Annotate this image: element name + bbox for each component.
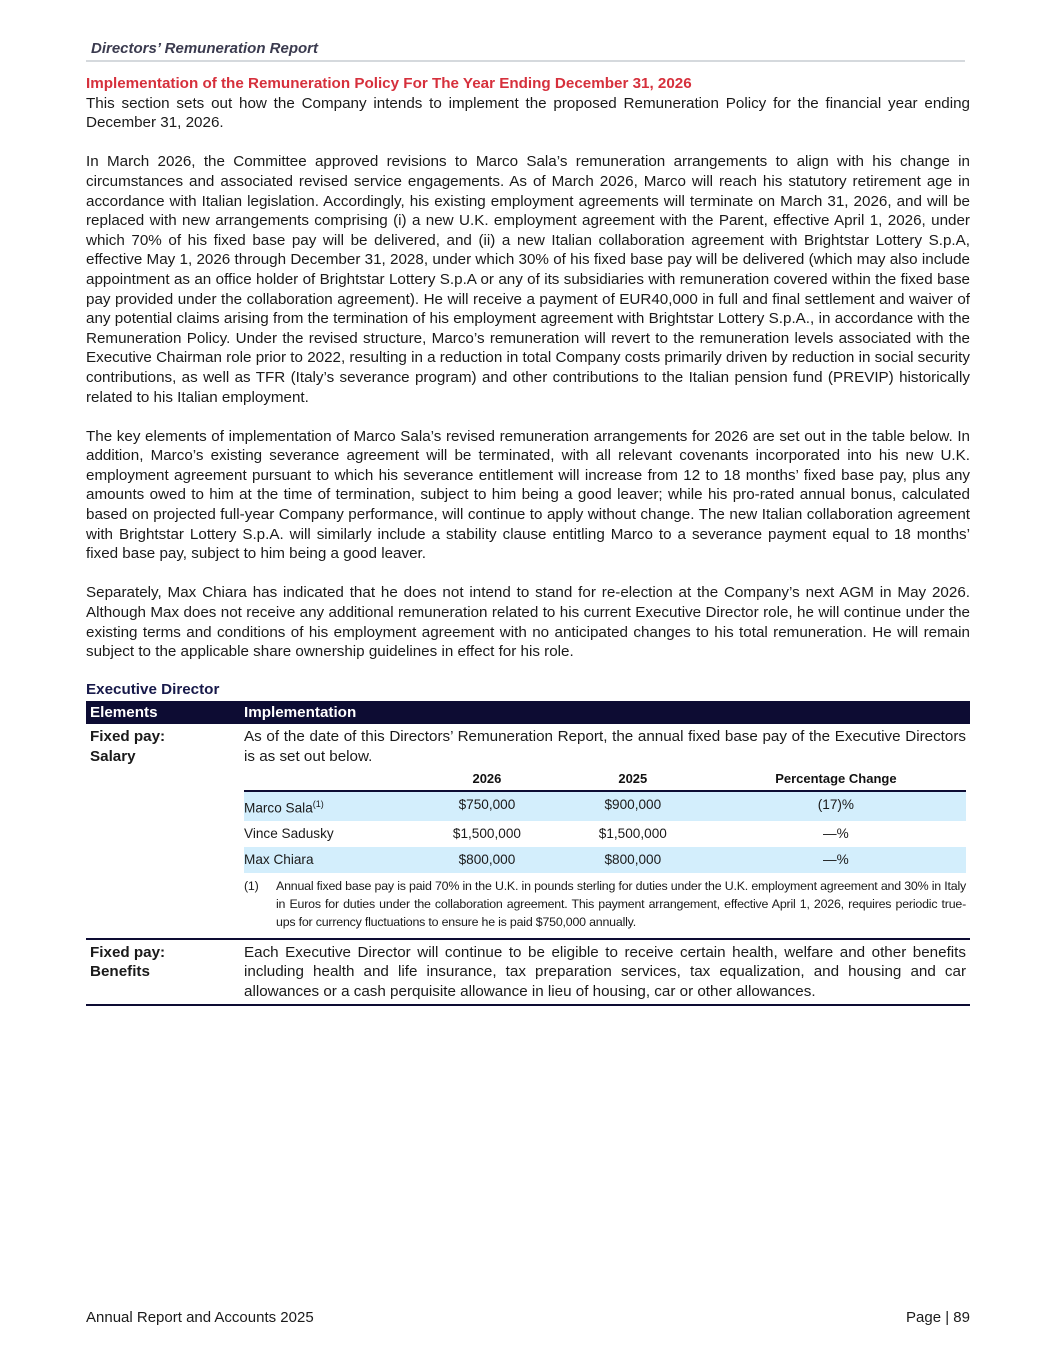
salary-col-2025: 2025 (560, 767, 706, 792)
footer-report-name: Annual Report and Accounts 2025 (86, 1309, 314, 1326)
director-name (244, 821, 414, 847)
element-label-line1: Fixed pay: (90, 728, 166, 746)
implementation-salary (240, 724, 970, 938)
value-2025: $1,500,000 (598, 826, 667, 842)
value-2025: $900,000 (560, 791, 706, 821)
value-change: —% (706, 847, 966, 873)
col-header-elements: Elements (86, 701, 240, 724)
page-footer (86, 1309, 970, 1326)
footnote-text: Annual fixed base pay is paid 70% in the U.K. in pounds sterling for duties under the U.K. employment agreement and 30% in Italy in Euros for duties under the collaboration agreement. This payment arrangement, effective April 1, 2026, requires periodic true-ups for currency fluctuations to ensure he is paid $750,000 annually. (276, 878, 966, 929)
name-text: Marco Sala (244, 800, 313, 816)
element-label-line2: Benefits (90, 963, 150, 981)
value-2026: $800,000 (414, 847, 560, 873)
salary-col-name (244, 767, 414, 792)
salary-table (244, 767, 966, 873)
report-title: Directors’ Remuneration Report (91, 40, 318, 57)
element-label-line2: Salary (90, 748, 136, 765)
paragraph-3: The key elements of implementation of Marco Sala’s revised remuneration arrangements for 2026 are set out in the table below. In addition, Marco’s existing severance agreement will be terminated, with all relevant covenants incorporated into his new U.K. employment agreement pursuant to which his severance entitlement will increase from 12 to 18 months’ fixed base pay, plus any amounts owed to him at the time of termination, subject to him being a good leaver; while his pro-rated annual bonus, calculated based on projected full-year Company performance, will continue to apply without change. The new Italian collaboration agreement with Brightstar Lottery S.p.A. will similarly include a stability clause entitling Marco to a severance payment equal to 18 months’ fixed base pay, subject to him being a good leaver. (86, 427, 970, 563)
executive-director-table (86, 701, 970, 1006)
table-row (244, 847, 966, 873)
paragraph-4: Separately, Max Chiara has indicated that he does not intend to stand for re-election at the Company’s next AGM in May 2026. Although Max does not receive any additional remuneration related to his current Executive Director role, he will continue under the existing terms and conditions of his employment agreement with no anticipated changes to his total remuneration. He will remain subject to the applicable share ownership guidelines in effect for his role. (86, 584, 970, 661)
value-2026: $1,500,000 (452, 826, 521, 842)
paragraph-2: In March 2026, the Committee approved revisions to Marco Sala’s remuneration arrangements to align with his change in circumstances and associated revised service engagements. As of March 2026, Marco will reach his statutory retirement age in accordance with Italian legislation. Accordingly, his existing employment agreements will terminate on March 31, 2026, and will be replaced with new arrangements comprising (i) a new U.K. employment agreement with the Parent, effective April 1, 2026, under which 70% of his fixed base pay will be delivered, and (ii) a new Italian collaboration agreement with Brightstar Lottery S.p.A, effective May 1, 2026 through December 31, 2028, under which 30% of his fixed base pay will be delivered (which may also include appointment as an office holder of Brightstar Lottery S.p.A or any of its subsidiaries with remuneration covered within the fixed base pay provided under the collaboration agreement). He will receive a payment of EUR40,000 in full and final settlement and waiver of any potential claims arising from the termination of his employment agreement with Brightstar Lottery S.p.A., in accordance with the Remuneration Policy. Under the revised structure, Marco’s remuneration will revert to the remuneration levels associated with the Executive Chairman role prior to 2022, resulting in a reduction in total Company costs primarily driven by reduction in social security contributions, as well as TFR (Italy’s severance program) and other contributions to the Italian pension fund (PREVIP) historically related to his Italian employment. (86, 153, 970, 406)
table-title: Executive Director (86, 680, 220, 698)
footnote-mark: (1) (244, 878, 259, 893)
salary-col-change: Percentage Change (706, 767, 966, 792)
value-change: —% (823, 826, 849, 842)
page-header (86, 40, 965, 62)
value-change: (17)% (706, 791, 966, 821)
director-name (244, 791, 414, 821)
main-content (86, 74, 970, 1006)
table-row-salary (86, 724, 970, 938)
section-heading: Implementation of the Remuneration Policy For The Year Ending December 31, 2026 (86, 75, 692, 92)
element-label-line1: Fixed pay: (90, 943, 166, 961)
implementation-benefits: Each Executive Director will continue to be eligible to receive certain health, welfare and other benefits including health and life insurance, tax preparation services, tax equalization, and housing and car allowances or a cash perquisite allowance in lieu of housing, car or other allowances. (244, 943, 966, 1000)
value-2026: $750,000 (414, 791, 560, 821)
name-text: Max Chiara (244, 851, 314, 867)
element-label-salary (86, 724, 240, 938)
paragraph-1: This section sets out how the Company intends to implement the proposed Remuneration Policy for the financial year ending December 31, 2026. (86, 94, 970, 132)
director-name (244, 847, 414, 873)
value-2025: $800,000 (560, 847, 706, 873)
salary-intro: As of the date of this Directors’ Remuneration Report, the annual fixed base pay of the Executive Directors is as set out below. (244, 728, 966, 765)
col-header-implementation: Implementation (240, 701, 970, 724)
table-row (244, 821, 966, 847)
element-label-benefits (86, 939, 240, 1006)
table-row (244, 791, 966, 821)
page-number: Page | 89 (906, 1309, 970, 1326)
table-row-benefits (86, 939, 970, 1006)
salary-col-2026: 2026 (414, 767, 560, 792)
name-text: Vince Sadusky (244, 826, 334, 842)
footnote-ref: (1) (312, 799, 324, 810)
salary-footnote (244, 877, 966, 931)
